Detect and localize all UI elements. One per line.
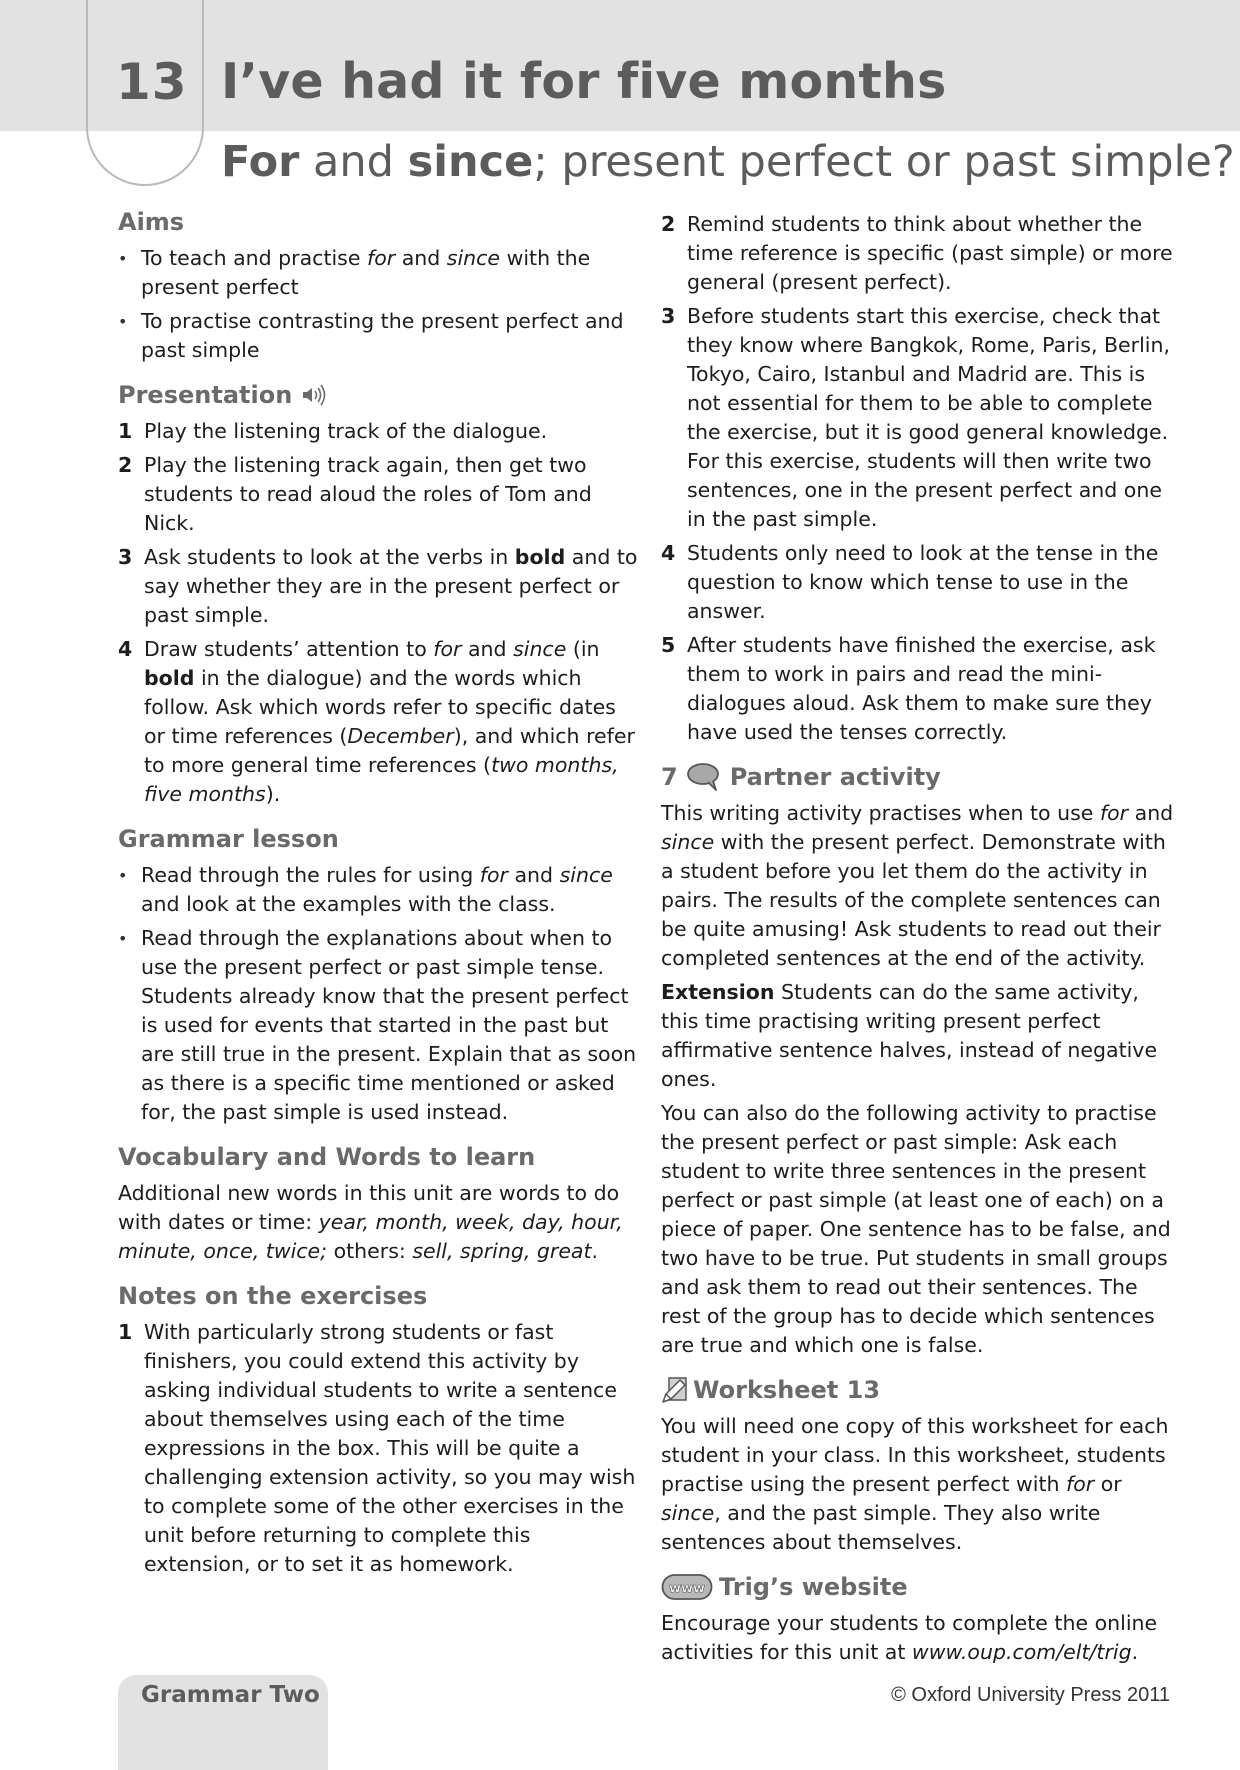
- italic-text: two months, five months: [144, 753, 619, 806]
- italic-text: since: [661, 830, 715, 854]
- extra-activity-paragraph: [661, 1099, 1176, 1360]
- subtitle-text: and: [299, 137, 408, 187]
- notes-item: [661, 631, 1176, 747]
- text: Read through the rules for using: [141, 863, 480, 887]
- aims-item: [118, 244, 638, 302]
- text: Additional new words in this unit are words to do with dates or time:: [118, 1181, 620, 1234]
- italic-text: for: [433, 637, 462, 661]
- italic-text: for: [1099, 801, 1129, 825]
- text: with the present perfect. Demonstrate with a student before you let them do the activity in pairs. The results of the complete sentences can be quite amusing! Ask students to read out their completed sentences at the end of the activity.: [661, 830, 1166, 970]
- text: Students only need to look at the tense in the question to know which tense to use in the answer.: [687, 541, 1159, 623]
- right-column: [661, 210, 1176, 1681]
- presentation-step: [118, 417, 638, 446]
- text: others:: [327, 1239, 413, 1263]
- vocabulary-section: [118, 1141, 638, 1266]
- text: This writing activity practises when to use: [661, 801, 1100, 825]
- text: Remind students to think about whether the time reference is specific (past simple) or more general (present perfect).: [687, 212, 1173, 294]
- subtitle-text: ; present perfect or past simple?: [533, 137, 1235, 187]
- italic-text: since: [446, 246, 501, 270]
- text: and look at the examples with the class.: [141, 892, 556, 916]
- website-heading: [661, 1571, 1176, 1603]
- aims-heading: [118, 206, 638, 238]
- text: Draw students’ attention to: [144, 637, 434, 661]
- grammar-lesson-section: [118, 823, 638, 1127]
- footer-section-label: Grammar Two: [141, 1682, 320, 1708]
- text: You can also do the following activity to practise the present perfect or past simple: Ask each student to write three sentences in the present perfect or past simple (at least one of each) on a piece of paper. One sentence has to be false, and two have to be true. Put students in small groups and ask them to read out their sentences. The rest of the group has to decide which sentences are true and which one is false.: [661, 1101, 1171, 1357]
- italic-text: since: [661, 1501, 715, 1525]
- aims-item: [118, 307, 638, 365]
- heading-text: Vocabulary and Words to learn: [118, 1143, 536, 1171]
- bold-text: bold: [514, 545, 566, 569]
- step-number: 5: [661, 633, 676, 657]
- text: Play the listening track of the dialogue.: [144, 419, 548, 443]
- presentation-step: [118, 451, 638, 538]
- text: and to say whether they are in the present perfect or past simple.: [144, 545, 638, 627]
- text: with the present perfect: [141, 246, 591, 299]
- website-paragraph: [661, 1609, 1176, 1667]
- heading-text: Presentation: [118, 381, 293, 409]
- notes-heading: [118, 1280, 638, 1312]
- extension-paragraph: [661, 978, 1176, 1094]
- website-link[interactable]: www.oup.com/elt/trig: [911, 1640, 1132, 1664]
- partner-paragraph: [661, 799, 1176, 973]
- italic-text: year, month, week, day, hour, minute, once, twice;: [118, 1210, 623, 1263]
- worksheet-section: [661, 1374, 1176, 1557]
- notes-section: [118, 1280, 638, 1579]
- text: To practise contrasting the present perfect and past simple: [141, 309, 624, 362]
- heading-text: Partner activity: [729, 763, 941, 791]
- notes-item: [661, 302, 1176, 534]
- unit-subtitle: [221, 134, 1235, 190]
- activity-number: 7: [661, 763, 678, 791]
- step-number: 3: [118, 545, 133, 569]
- italic-text: sell, spring, great: [412, 1239, 592, 1263]
- step-number: 1: [118, 1320, 133, 1344]
- text: With particularly strong students or fast finishers, you could extend this activity by asking individual students to write a sentence about themselves using each of the time expressions in the box. This will be quite a challenging extension activity, so you may wish to complete some of the other exercises in the unit before returning to complete this extension, or to set it as homework.: [144, 1320, 636, 1576]
- text: After students have finished the exercise, ask them to work in pairs and read the mini-dialogues aloud. Ask them to make sure they have used the tenses correctly.: [687, 633, 1156, 744]
- italic-text: since: [559, 863, 613, 887]
- text: ), and which refer to more general time references (: [144, 724, 635, 777]
- text: ).: [265, 782, 281, 806]
- step-number: 2: [661, 212, 676, 236]
- extension-label: Extension: [661, 980, 775, 1004]
- step-number: 2: [118, 453, 133, 477]
- pencil-worksheet-icon: [661, 1376, 689, 1404]
- text: You will need one copy of this worksheet for each student in your class. In this worksheet, students practise using the present perfect with: [661, 1414, 1169, 1496]
- unit-number: 13: [116, 53, 188, 111]
- text: or: [1094, 1472, 1122, 1496]
- left-column: [118, 206, 638, 1593]
- text: To teach and practise: [141, 246, 367, 270]
- copyright-notice: © Oxford University Press 2011: [891, 1684, 1170, 1706]
- text: Before students start this exercise, check that they know where Bangkok, Rome, Paris, Berlin, Tokyo, Cairo, Istanbul and Madrid are. This is not essential for them to be able to complete the exercise, but it is good general knowledge. For this exercise, students will then write two sentences, one in the present perfect and one in the past simple.: [687, 304, 1171, 531]
- step-number: 4: [118, 637, 133, 661]
- italic-text: December: [347, 724, 454, 748]
- text: Read through the explanations about when to use the present perfect or past simple tense. Students already know that the present perfect is used for events that started in the past but are still true in the present. Explain that as soon as there is a specific time mentioned or asked for, the past simple is used instead.: [141, 926, 637, 1124]
- italic-text: for: [367, 246, 396, 270]
- subtitle-since: since: [407, 137, 534, 187]
- text: .: [1131, 1640, 1139, 1664]
- text: in the dialogue) and the words which follow. Ask which words refer to specific dates or time references (: [144, 666, 616, 748]
- grammar-lesson-heading: [118, 823, 638, 855]
- heading-text: Notes on the exercises: [118, 1282, 428, 1310]
- unit-title: I’ve had it for five months: [221, 53, 947, 110]
- step-number: 4: [661, 541, 676, 565]
- text: and: [1128, 801, 1174, 825]
- partner-activity-section: [661, 761, 1176, 1360]
- presentation-section: [118, 379, 638, 809]
- grammar-item: [118, 924, 638, 1127]
- partner-activity-heading: [661, 761, 1176, 793]
- presentation-step: [118, 635, 638, 809]
- presentation-step: [118, 543, 638, 630]
- text: and: [395, 246, 447, 270]
- italic-text: for: [479, 863, 508, 887]
- text: (in: [566, 637, 600, 661]
- heading-text: Grammar lesson: [118, 825, 339, 853]
- notes-item: [661, 539, 1176, 626]
- text: Ask students to look at the verbs in: [144, 545, 515, 569]
- text: , and the past simple. They also write sentences about themselves.: [661, 1501, 1101, 1554]
- svg-text:www: www: [668, 1581, 706, 1597]
- text: Play the listening track again, then get two students to read aloud the roles of Tom and Nick.: [144, 453, 592, 535]
- step-number: 1: [118, 419, 133, 443]
- speech-bubble-icon: [686, 762, 722, 792]
- notes-continued: [661, 210, 1176, 747]
- italic-text: since: [513, 637, 567, 661]
- notes-item: [118, 1318, 638, 1579]
- vocabulary-heading: [118, 1141, 638, 1173]
- text: and: [461, 637, 514, 661]
- text: Encourage your students to complete the online activities for this unit at: [661, 1611, 1158, 1664]
- bold-text: bold: [144, 666, 195, 690]
- text: .: [591, 1239, 599, 1263]
- worksheet-heading: [661, 1374, 1176, 1406]
- subtitle-for: For: [221, 137, 300, 187]
- italic-text: for: [1066, 1472, 1095, 1496]
- text: Students can do the same activity, this time practising writing present perfect affirmative sentence halves, instead of negative ones.: [661, 980, 1158, 1091]
- worksheet-paragraph: [661, 1412, 1176, 1557]
- presentation-heading: [118, 379, 638, 411]
- heading-text: Trig’s website: [719, 1573, 908, 1601]
- grammar-item: [118, 861, 638, 919]
- website-section: [661, 1571, 1176, 1667]
- notes-item: [661, 210, 1176, 297]
- aims-section: [118, 206, 638, 365]
- heading-text: Aims: [118, 208, 185, 236]
- step-number: 3: [661, 304, 676, 328]
- heading-text: Worksheet 13: [693, 1376, 881, 1404]
- speaker-audio-icon: [300, 384, 330, 406]
- www-icon: [661, 1572, 713, 1602]
- vocabulary-paragraph: [118, 1179, 638, 1266]
- text: and: [507, 863, 560, 887]
